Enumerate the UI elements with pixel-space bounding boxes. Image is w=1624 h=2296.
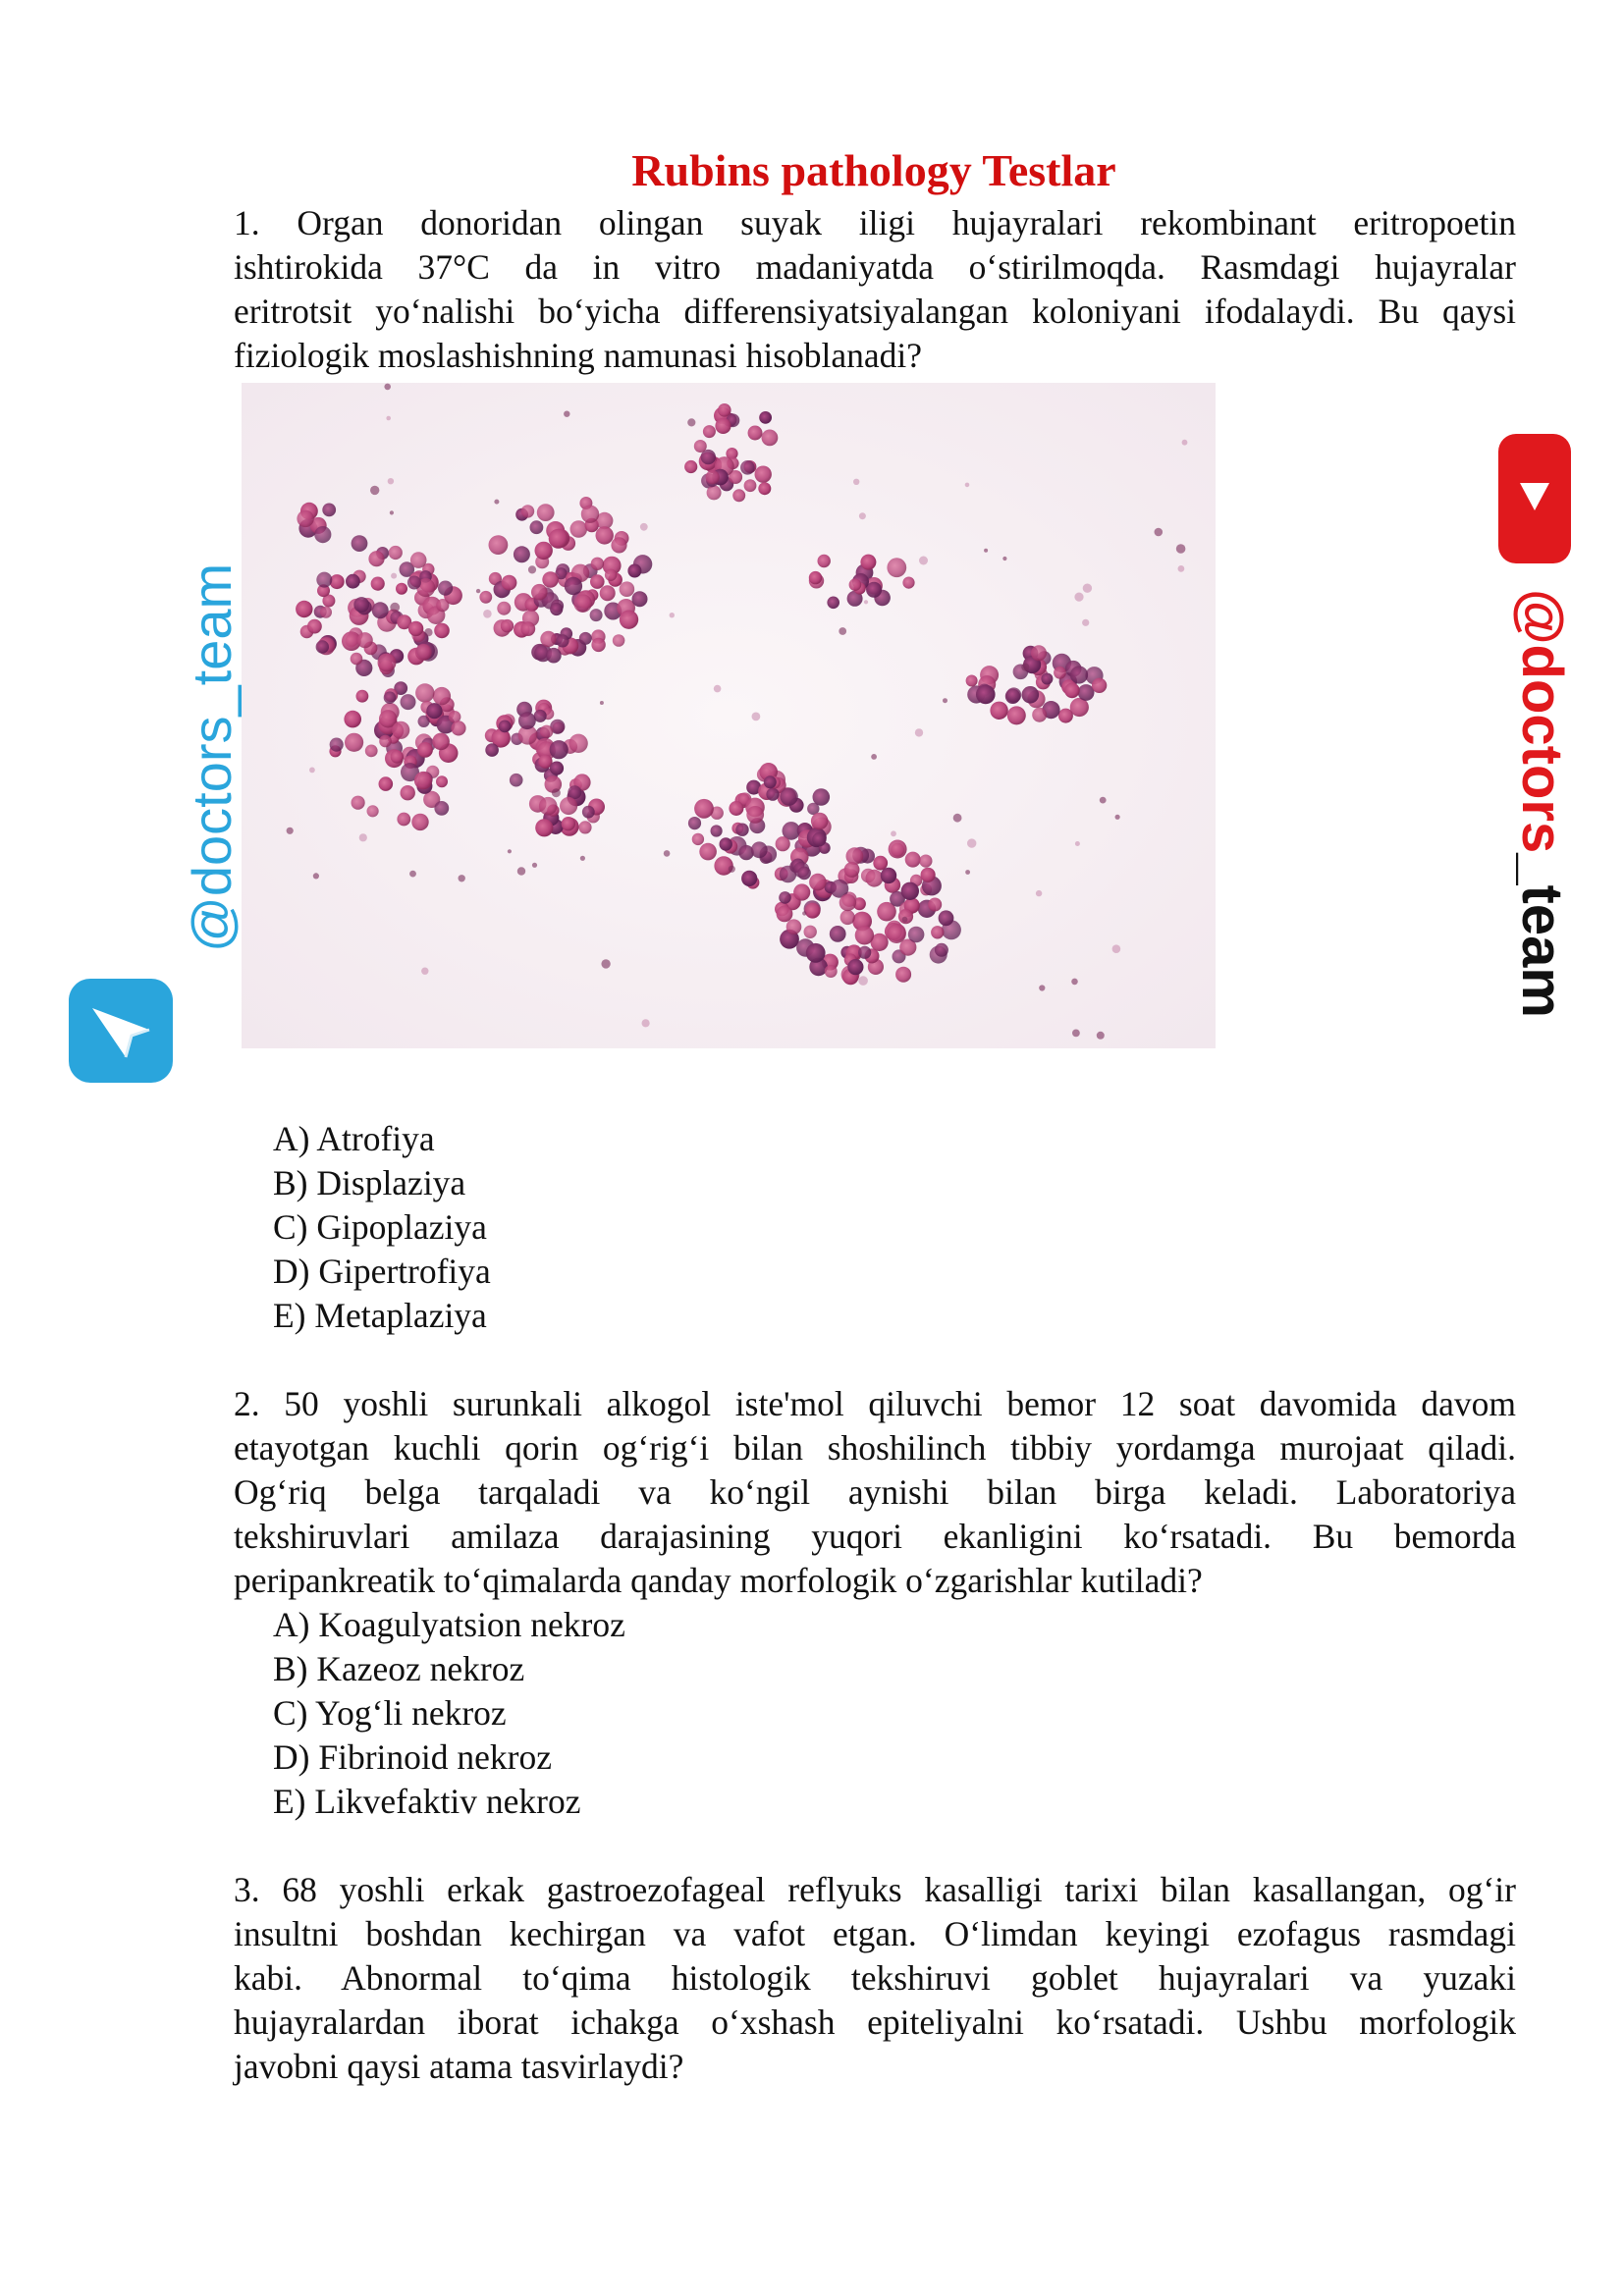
cell: [806, 943, 826, 963]
option-d[interactable]: D) Fibrinoid nekroz: [273, 1737, 552, 1777]
option-b[interactable]: B) Displaziya: [273, 1163, 466, 1202]
cell: [1031, 645, 1047, 661]
cell-fragment: [802, 911, 806, 915]
cell: [434, 801, 449, 816]
cell: [779, 891, 791, 904]
cell-fragment: [1082, 619, 1089, 626]
cell: [740, 460, 755, 475]
question-line: Og‘riq belga tarqaladi va ko‘ngil aynishi bilan birga keladi. Laboratoriya: [234, 1472, 1516, 1512]
cell: [718, 403, 731, 417]
question-line: 1. Organ donoridan olingan suyak iligi hujayralari rekombinant eritropoetin: [234, 203, 1516, 242]
cell: [759, 411, 772, 424]
cell-fragment: [984, 549, 988, 553]
cell: [591, 558, 604, 570]
cell-fragment: [965, 483, 970, 488]
cell: [570, 520, 588, 538]
cell: [827, 597, 839, 610]
cell: [521, 505, 534, 517]
cell-fragment: [384, 384, 391, 391]
cell: [434, 623, 450, 639]
cell: [501, 619, 514, 632]
cell: [620, 581, 635, 597]
cell-fragment: [670, 613, 675, 617]
cell: [692, 833, 704, 845]
cell: [1022, 686, 1040, 704]
cell: [296, 601, 312, 617]
cell: [887, 558, 906, 577]
youtube-handle[interactable]: [1502, 589, 1581, 1018]
cell-fragment: [391, 573, 397, 579]
cell: [908, 927, 925, 943]
cell-fragment: [1176, 544, 1186, 554]
cell: [793, 883, 810, 900]
cell: [539, 797, 558, 816]
cell: [415, 644, 432, 661]
question-line: hujayralardan iborat ichakga o‘xshash epiteliyalni ko‘rsatadi. Ushbu morfologik: [234, 2002, 1516, 2042]
cell-fragment: [409, 871, 416, 878]
cell-fragment: [902, 917, 908, 923]
cell: [556, 634, 568, 647]
cell: [407, 576, 421, 590]
question-3-text: [234, 1868, 1516, 2089]
cell-fragment: [864, 600, 868, 604]
cell-fragment: [1115, 815, 1120, 820]
cell-fragment: [1021, 664, 1029, 671]
cell-fragment: [839, 627, 846, 635]
cell: [379, 735, 392, 748]
cell-fragment: [552, 788, 561, 797]
cell-fragment: [967, 838, 976, 847]
cell: [372, 602, 389, 618]
cell: [809, 874, 827, 891]
cell: [345, 733, 363, 752]
microscopy-image: [242, 383, 1216, 1048]
cell: [921, 868, 936, 882]
cell: [780, 787, 797, 805]
option-c[interactable]: C) Yog‘li nekroz: [273, 1693, 507, 1733]
cell: [809, 571, 822, 584]
cell: [433, 687, 451, 705]
question-line: etayotgan kuchli qorin og‘rig‘i bilan shoshilinch tibbiy yordamga murojaat qiladi.: [234, 1428, 1516, 1468]
cell: [818, 555, 831, 567]
telegram-icon[interactable]: [69, 979, 173, 1083]
cell: [931, 926, 944, 938]
cell: [715, 418, 731, 434]
cell: [732, 489, 745, 502]
cell: [703, 425, 716, 438]
cell: [410, 552, 427, 568]
cell: [579, 632, 592, 645]
cell: [540, 631, 556, 647]
cell: [928, 898, 942, 912]
cell: [811, 813, 829, 830]
cell: [1064, 683, 1080, 699]
cell: [905, 852, 921, 868]
cell: [581, 506, 599, 523]
cell: [540, 725, 553, 738]
cell: [426, 703, 442, 719]
cell: [365, 745, 378, 758]
cell: [396, 583, 407, 595]
question-line: peripankreatik to‘qimalarda qanday morfologik o‘zgarishlar kutiladi?: [234, 1561, 1203, 1600]
cell: [611, 537, 626, 553]
cell: [860, 555, 876, 570]
cell: [573, 594, 592, 613]
cell: [707, 485, 722, 500]
cell-fragment: [476, 589, 480, 593]
cell: [578, 821, 591, 833]
cell-fragment: [891, 830, 896, 836]
question-line: javobni qaysi atama tasvirlaydi?: [234, 2047, 684, 2086]
cell: [720, 837, 732, 850]
cell: [344, 711, 361, 728]
cell-fragment: [309, 768, 315, 774]
cell-fragment: [1072, 1030, 1080, 1038]
cell: [562, 817, 575, 830]
cell: [849, 578, 862, 591]
cell: [762, 430, 779, 447]
cell: [735, 824, 748, 836]
cell: [804, 926, 817, 938]
option-e[interactable]: E) Likvefaktiv nekroz: [273, 1782, 581, 1821]
cell: [596, 526, 614, 544]
cell: [620, 611, 638, 629]
cell: [1054, 667, 1066, 679]
cell: [764, 775, 777, 788]
cell-fragment: [359, 833, 367, 841]
cell-fragment: [943, 698, 947, 703]
cell-fragment: [600, 701, 604, 705]
cell-fragment: [687, 418, 695, 426]
cell-fragment: [729, 866, 735, 873]
cell: [1032, 708, 1047, 722]
cell: [1092, 678, 1107, 693]
option-d[interactable]: D) Gipertrofiya: [273, 1252, 491, 1291]
cell: [436, 775, 448, 787]
handle-prefix: @doctors: [1510, 589, 1574, 854]
cell: [889, 840, 907, 859]
cell: [694, 440, 707, 453]
cell-fragment: [953, 814, 962, 823]
cell: [357, 632, 373, 648]
cell-fragment: [664, 850, 671, 857]
cell-fragment: [528, 565, 536, 573]
cell: [418, 716, 430, 727]
youtube-icon[interactable]: [1496, 432, 1573, 565]
cell: [741, 871, 757, 886]
cell-fragment: [919, 557, 928, 565]
cell: [550, 740, 568, 759]
cell: [591, 638, 605, 652]
cell: [550, 762, 564, 775]
cell-fragment: [1112, 944, 1121, 953]
cell: [499, 721, 512, 733]
cell: [939, 910, 954, 926]
cell: [866, 870, 884, 887]
cell-fragment: [287, 828, 294, 834]
cell: [776, 836, 790, 851]
cell: [346, 574, 360, 589]
cell-fragment: [483, 610, 492, 618]
cell: [408, 621, 423, 636]
cell: [401, 694, 416, 710]
cell: [766, 788, 779, 801]
cell: [392, 721, 409, 739]
cell-fragment: [1071, 979, 1078, 986]
cell-fragment: [1155, 528, 1164, 537]
cell-fragment: [388, 478, 394, 484]
question-line: tekshiruvlari amilaza darajasining yuqori ekanligini ko‘rsatadi. Bu bemorda: [234, 1517, 1516, 1556]
cell: [542, 571, 559, 588]
option-a[interactable]: A) Koagulyatsion nekroz: [273, 1605, 625, 1644]
cell: [401, 785, 415, 800]
option-b[interactable]: B) Kazeoz nekroz: [273, 1649, 525, 1688]
cell-fragment: [421, 968, 428, 975]
cell: [530, 520, 544, 534]
cell: [368, 551, 384, 566]
cell-fragment: [859, 512, 866, 519]
cell-fragment: [494, 500, 499, 505]
cell: [887, 924, 906, 943]
cell-fragment: [871, 754, 877, 760]
page-title: Rubins pathology Testlar: [631, 145, 1116, 195]
cell: [485, 743, 499, 757]
cell: [1007, 706, 1026, 724]
cell: [436, 599, 449, 612]
cell: [537, 504, 555, 521]
cell-fragment: [564, 411, 569, 417]
cell: [389, 546, 403, 560]
cell: [711, 825, 723, 836]
cell: [966, 675, 978, 687]
cell: [627, 564, 641, 578]
cell-fragment: [532, 863, 537, 868]
cell-fragment: [390, 510, 394, 514]
cell: [605, 569, 617, 581]
cell-fragment: [1097, 1032, 1105, 1040]
cell: [514, 546, 530, 562]
cell: [384, 691, 397, 704]
cell: [919, 855, 932, 868]
cell-fragment: [1036, 890, 1042, 896]
cell: [489, 535, 509, 555]
cell: [322, 504, 336, 517]
cell: [307, 619, 322, 634]
question-line: kabi. Abnormal to‘qima histologik tekshiruvi goblet hujayralari va yuzaki: [234, 1958, 1516, 1998]
option-c[interactable]: C) Gipoplaziya: [273, 1207, 487, 1247]
cell: [839, 894, 856, 911]
question-1-text: [234, 201, 1516, 378]
cell: [535, 542, 553, 560]
cell: [546, 648, 562, 664]
cell: [351, 653, 363, 666]
cell: [549, 529, 568, 549]
cell: [320, 607, 332, 618]
cell-fragment: [1182, 440, 1188, 446]
cell: [316, 572, 332, 588]
cell-fragment: [858, 976, 868, 986]
cell: [415, 683, 434, 702]
cell: [613, 634, 625, 647]
cell: [438, 581, 453, 596]
cell-fragment: [1083, 584, 1092, 593]
cell: [976, 685, 996, 705]
cell: [902, 577, 914, 589]
cell: [316, 640, 329, 653]
cell: [684, 460, 697, 473]
cell-fragment: [390, 603, 400, 613]
cell-fragment: [459, 875, 465, 881]
cell: [497, 602, 511, 615]
cell: [352, 535, 368, 552]
cell: [895, 967, 911, 983]
cell-fragment: [1100, 797, 1107, 804]
question-line: insultni boshdan kechirgan va vafot etgan. O‘limdan keyingi ezofagus rasmdagi: [234, 1914, 1516, 1953]
cell: [758, 482, 771, 495]
cell-fragment: [965, 870, 970, 875]
cell: [297, 510, 313, 527]
cell-fragment: [386, 416, 391, 421]
cell: [565, 577, 582, 595]
cell-fragment: [508, 849, 512, 853]
cell: [797, 867, 811, 881]
cell: [330, 738, 344, 752]
cell: [510, 774, 523, 787]
cell: [881, 868, 896, 883]
cell-fragment: [424, 628, 432, 636]
cell: [777, 906, 793, 923]
option-e[interactable]: E) Metaplaziya: [273, 1296, 487, 1335]
question-2-text: [234, 1382, 1516, 1603]
cell: [502, 575, 517, 591]
cell: [694, 799, 714, 819]
handle-suffix: _team: [1510, 853, 1574, 1018]
cell-fragment: [1002, 557, 1006, 561]
cell: [990, 702, 1007, 720]
cell: [397, 813, 410, 827]
cell: [830, 926, 846, 942]
cell: [729, 801, 743, 816]
cell: [600, 585, 616, 601]
cell: [744, 479, 757, 492]
cell: [590, 574, 605, 589]
cell-fragment: [1039, 985, 1045, 990]
cell-fragment: [517, 867, 525, 875]
cell: [846, 847, 864, 865]
cell: [568, 734, 587, 753]
cell-fragment: [853, 479, 859, 485]
cell: [1006, 687, 1021, 702]
cell: [353, 597, 369, 613]
cell: [632, 591, 648, 607]
cell: [844, 862, 860, 878]
cell: [590, 609, 603, 621]
cell-fragment: [1178, 565, 1185, 572]
telegram-handle[interactable]: @doctors_team: [181, 562, 243, 952]
cell: [520, 621, 535, 636]
question-1-options: [273, 1117, 491, 1338]
cell-fragment: [752, 713, 761, 721]
cell: [858, 946, 871, 959]
cell: [432, 733, 450, 751]
cell-fragment: [714, 685, 722, 693]
cell: [688, 817, 701, 829]
cell-fragment: [370, 486, 379, 495]
cell: [847, 959, 863, 975]
cell: [314, 526, 331, 543]
cell: [582, 806, 595, 819]
question-line: 2. 50 yoshli surunkali alkogol iste'mol qiluvchi bemor 12 soat davomida davom: [234, 1384, 1516, 1423]
cell: [706, 470, 720, 484]
cell: [751, 841, 768, 858]
cell: [378, 654, 397, 672]
cell-fragment: [642, 1019, 650, 1027]
cell: [451, 721, 465, 735]
cell: [825, 965, 838, 978]
cell: [746, 806, 764, 824]
cell-fragment: [601, 959, 610, 968]
cell: [367, 805, 379, 817]
cell: [479, 591, 492, 604]
question-line: fiziologik moslashishning namunasi hisoblanadi?: [234, 336, 923, 375]
cell: [531, 584, 548, 601]
question-line: ishtirokida 37°C da in vitro madaniyatda o‘stirilmoqda. Rasmdagi hujayralar: [234, 247, 1516, 287]
cell: [560, 797, 577, 815]
question-line: 3. 68 yoshli erkak gastroezofageal reflyuks kasalligi tarixi bilan kasallangan, og‘ir: [234, 1870, 1516, 1909]
question-2-options: [273, 1603, 625, 1824]
cell: [414, 772, 432, 789]
cell: [755, 466, 772, 483]
cell-fragment: [313, 873, 319, 879]
cell: [935, 943, 948, 957]
cell-fragment: [580, 856, 585, 861]
option-a[interactable]: A) Atrofiya: [273, 1119, 435, 1158]
cell: [748, 426, 763, 441]
cell: [855, 926, 874, 944]
cell: [1078, 684, 1095, 701]
cell-fragment: [640, 523, 648, 531]
cell: [1058, 709, 1073, 723]
cell: [699, 843, 717, 861]
cell: [379, 776, 394, 791]
cell: [411, 814, 428, 830]
cell: [352, 796, 365, 810]
cell: [550, 603, 563, 615]
cell: [417, 742, 433, 758]
cell: [1070, 666, 1088, 683]
cell: [518, 712, 536, 729]
cell: [371, 577, 385, 591]
cell: [805, 903, 821, 919]
cell: [812, 832, 826, 846]
cell-fragment: [915, 728, 923, 736]
cell: [535, 819, 553, 836]
cell: [901, 882, 919, 900]
cell-fragment: [1075, 841, 1080, 846]
question-line: eritrotsit yo‘nalishi bo‘yicha differensiyatsiyalangan koloniyani ifodalaydi. Bu qaysi: [234, 292, 1516, 331]
cell: [356, 690, 369, 703]
cell-fragment: [1074, 593, 1083, 602]
cell: [786, 919, 802, 934]
cell: [391, 750, 404, 763]
cell: [840, 910, 855, 925]
cell: [1041, 673, 1053, 685]
